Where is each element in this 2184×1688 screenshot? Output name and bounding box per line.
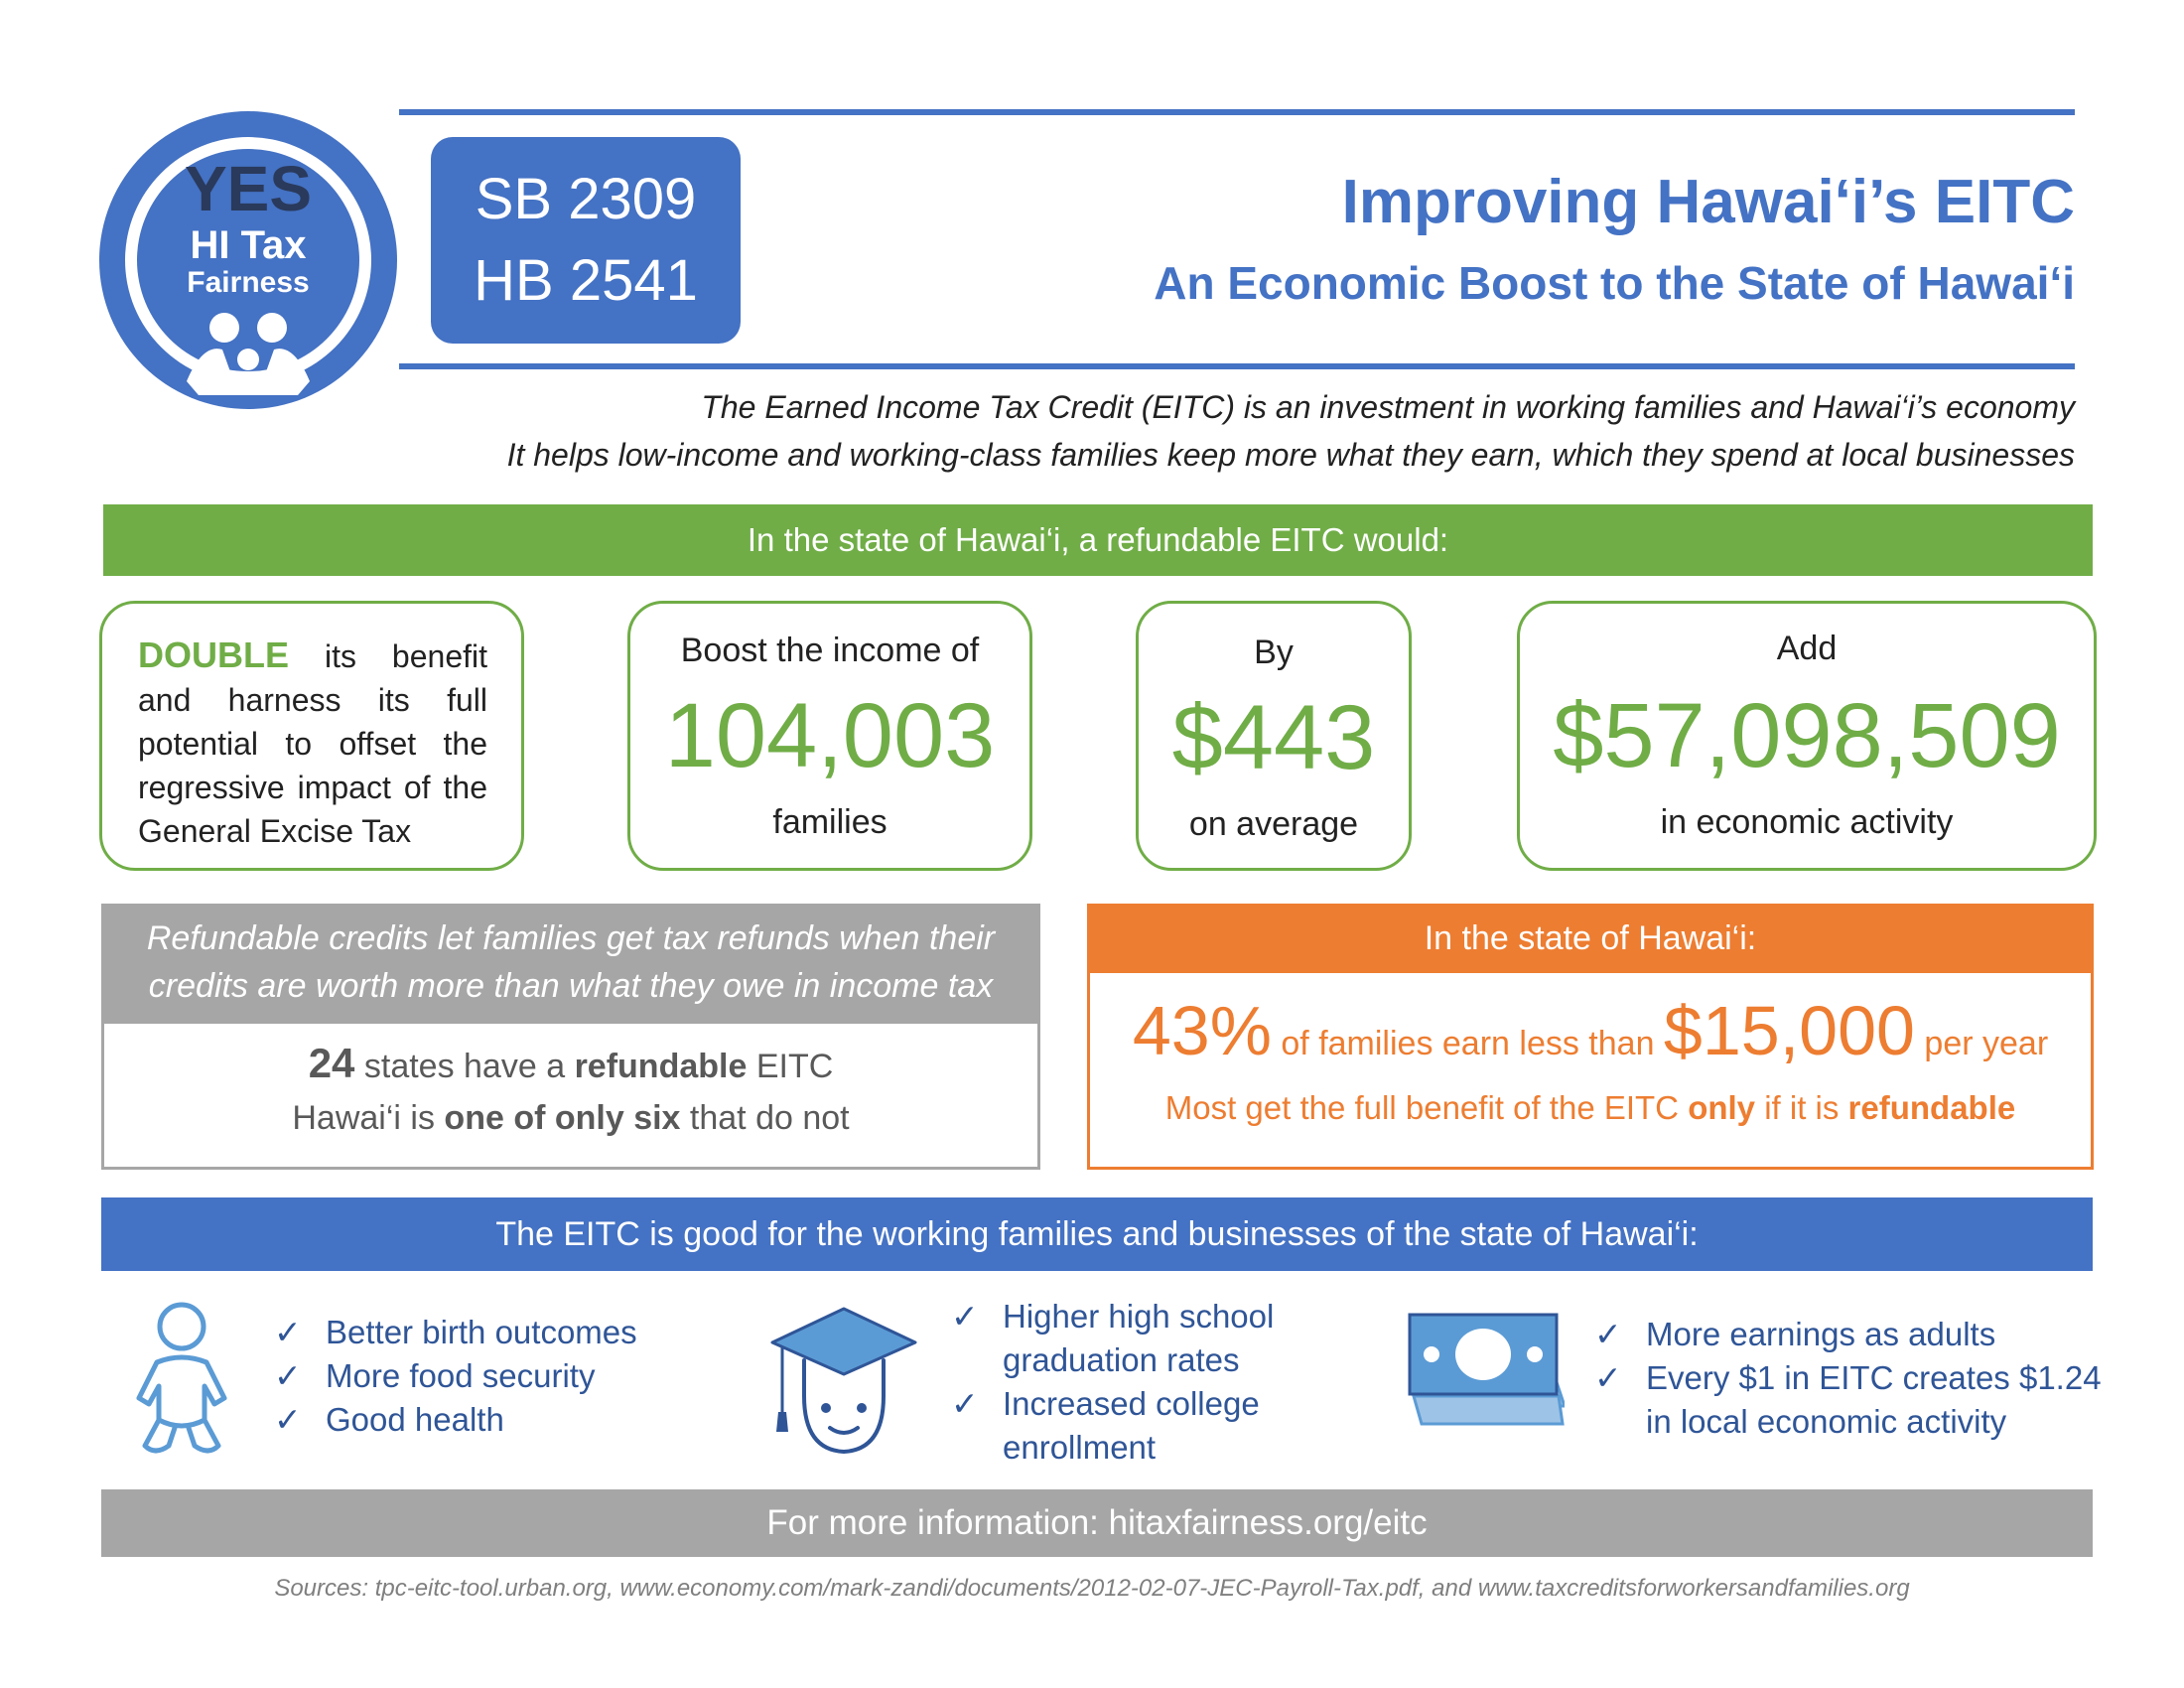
- money-bills-icon: [1408, 1311, 1565, 1440]
- yes-hi-tax-fairness-logo: [99, 111, 397, 409]
- benefit-text: Higher high school: [1003, 1298, 1275, 1335]
- full-benefit-line: [1090, 1089, 2091, 1127]
- economic-benefits-list: [1594, 1313, 2102, 1444]
- check-icon: ✓: [274, 1401, 302, 1438]
- refundable-eitc-banner: In the state of Hawai‘i, a refundable EITC would:: [103, 504, 2093, 576]
- explainer-line-1: Refundable credits let families get tax refunds when their: [146, 919, 996, 957]
- check-icon: ✓: [1594, 1316, 1622, 1352]
- intro-line-1: The Earned Income Tax Credit (EITC) is an investment in working families and Hawai‘i’s economy: [701, 389, 2075, 425]
- economic-activity-label: in economic activity: [1660, 803, 1954, 841]
- check-icon: ✓: [951, 1385, 979, 1422]
- logo-hi-tax-text: HI Tax: [190, 223, 307, 267]
- states-text: states have a: [354, 1048, 575, 1085]
- refundable-bold-orange: refundable: [1847, 1089, 2016, 1126]
- more-info-banner: For more information: hitaxfairness.org/eitc: [101, 1489, 2093, 1557]
- list-item: [951, 1382, 1274, 1426]
- bill-numbers-badge: [431, 137, 741, 344]
- graduate-cap-icon: [768, 1301, 919, 1464]
- explainer-line-2: credits are worth more than what they owe in income tax: [148, 967, 994, 1005]
- average-amount: $443: [1171, 687, 1376, 788]
- header-top-rule: [399, 109, 2075, 115]
- house-bill-number: HB 2541: [474, 248, 698, 313]
- benefit-text: enrollment: [1003, 1429, 1157, 1466]
- if-it-is-text: if it is: [1755, 1089, 1848, 1126]
- boost-label: Boost the income of: [680, 632, 980, 669]
- list-item: [951, 1426, 1274, 1470]
- double-description: its benefit and harness its full potential to offset the regressive impact of the General Excise Tax: [138, 638, 488, 849]
- list-item: [951, 1295, 1274, 1338]
- check-icon: ✓: [951, 1298, 979, 1335]
- eitc-text: EITC: [747, 1048, 834, 1085]
- double-emphasis: DOUBLE: [138, 634, 289, 675]
- benefit-text: More earnings as adults: [1646, 1316, 1996, 1352]
- add-label: Add: [1776, 630, 1838, 667]
- earn-less-text: of families earn less than: [1271, 1025, 1664, 1062]
- list-item: [1594, 1313, 2102, 1356]
- boost-income-card: [627, 601, 1032, 871]
- states-count-line: [104, 1038, 1037, 1092]
- hawaii-stats-header: In the state of Hawai‘i:: [1087, 904, 2094, 973]
- benefit-text: Every $1 in EITC creates $1.24: [1646, 1359, 2102, 1396]
- senate-bill-number: SB 2309: [475, 167, 697, 231]
- check-icon: ✓: [274, 1314, 302, 1350]
- per-year-text: per year: [1914, 1025, 2049, 1062]
- education-benefits-list: [951, 1295, 1274, 1470]
- benefit-text: graduation rates: [1003, 1341, 1240, 1378]
- full-benefit-text: Most get the full benefit of the EITC: [1164, 1089, 1689, 1126]
- header-bottom-rule: [399, 363, 2075, 369]
- page-title: Improving Hawai‘i’s EITC: [1341, 168, 2075, 236]
- one-of-six-bold: one of only six: [444, 1099, 681, 1137]
- families-label: families: [772, 803, 887, 841]
- check-icon: ✓: [274, 1357, 302, 1394]
- income-stat-line: [1090, 991, 2091, 1083]
- list-item: [1594, 1400, 2102, 1444]
- baby-icon: [117, 1301, 246, 1458]
- refundable-bold: refundable: [574, 1048, 748, 1085]
- families-count: 104,003: [664, 685, 996, 786]
- percent-families: 43%: [1132, 992, 1272, 1069]
- do-not-text: that do not: [680, 1099, 850, 1137]
- intro-line-2: It helps low-income and working-class families keep more what they earn, which they spend at local businesses: [506, 437, 2075, 473]
- benefit-text: Better birth outcomes: [326, 1314, 637, 1350]
- economic-activity-amount: $57,098,509: [1553, 685, 2061, 786]
- list-item: [274, 1398, 637, 1442]
- benefit-text: Increased college: [1003, 1385, 1260, 1422]
- hawaii-stats-box: [1087, 973, 2094, 1170]
- logo-yes-text: YES: [184, 153, 313, 224]
- by-label: By: [1254, 633, 1294, 671]
- refundable-credits-explainer: [101, 904, 1040, 1021]
- double-benefit-card: [99, 601, 524, 871]
- benefit-text: in local economic activity: [1646, 1403, 2007, 1440]
- states-count: 24: [308, 1040, 355, 1086]
- income-threshold: $15,000: [1663, 992, 1915, 1069]
- benefit-text: More food security: [326, 1357, 596, 1394]
- sources-note: Sources: tpc-eitc-tool.urban.org, www.economy.com/mark-zandi/documents/2012-02-07-JEC-Payroll-Tax.pdf, and www.taxcreditsforworkersandfamilies.org: [274, 1575, 1910, 1602]
- only-bold: only: [1688, 1089, 1756, 1126]
- list-item: [1594, 1356, 2102, 1400]
- eitc-good-banner: The EITC is good for the working families and businesses of the state of Hawai‘i:: [101, 1197, 2093, 1271]
- check-icon: ✓: [1594, 1359, 1622, 1396]
- hawaii-exception-line: [104, 1092, 1037, 1144]
- page-subtitle: An Economic Boost to the State of Hawai‘i: [1154, 257, 2075, 309]
- list-item: [274, 1354, 637, 1398]
- list-item: [951, 1338, 1274, 1382]
- economic-activity-card: [1517, 601, 2097, 871]
- hawaii-is-text: Hawai‘i is: [292, 1099, 445, 1137]
- on-average-label: on average: [1188, 805, 1359, 843]
- average-amount-card: [1136, 601, 1412, 871]
- baby-benefits-list: [274, 1311, 637, 1442]
- list-item: [274, 1311, 637, 1354]
- benefit-text: Good health: [326, 1401, 504, 1438]
- logo-fairness-text: Fairness: [187, 266, 310, 299]
- refundable-states-box: [101, 1021, 1040, 1170]
